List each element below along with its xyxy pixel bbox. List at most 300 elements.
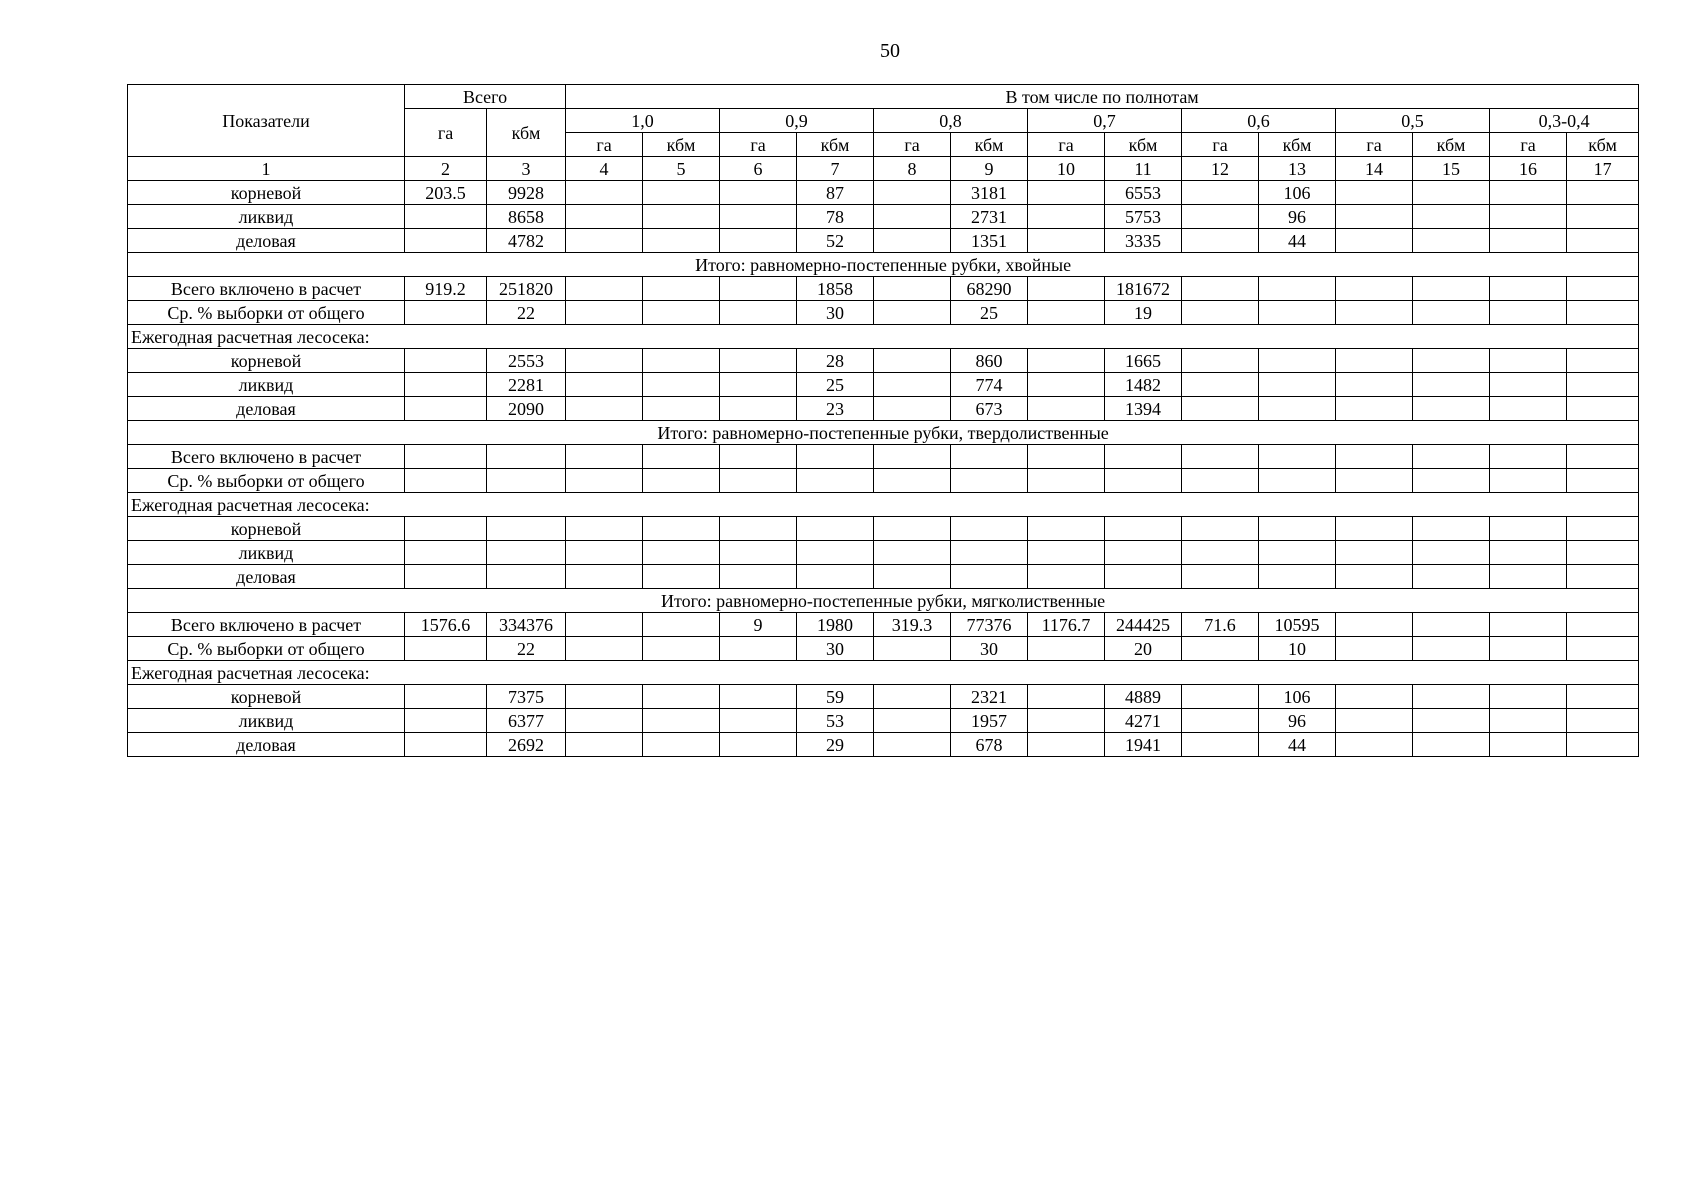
section-title: Итого: равномерно-постепенные рубки, хвойные xyxy=(128,253,1639,277)
table-cell xyxy=(1182,685,1259,709)
column-number: 10 xyxy=(1028,157,1105,181)
table-cell: 106 xyxy=(1259,181,1336,205)
table-cell xyxy=(1490,301,1567,325)
column-number: 1 xyxy=(128,157,405,181)
unit-ha-header: га xyxy=(566,133,643,157)
table-cell: 774 xyxy=(951,373,1028,397)
table-cell xyxy=(1182,229,1259,253)
table-row xyxy=(128,541,1639,565)
table-cell xyxy=(643,541,720,565)
table-cell xyxy=(720,709,797,733)
table-cell xyxy=(951,517,1028,541)
table-cell xyxy=(1567,637,1639,661)
table-cell: 2090 xyxy=(487,397,566,421)
table-cell xyxy=(566,277,643,301)
table-cell xyxy=(720,637,797,661)
table-cell: 78 xyxy=(797,205,874,229)
table-row xyxy=(128,181,1639,205)
table-cell xyxy=(1567,205,1639,229)
table-cell xyxy=(874,709,951,733)
table-cell xyxy=(874,445,951,469)
unit-m3-header: кбм xyxy=(1567,133,1639,157)
column-number: 8 xyxy=(874,157,951,181)
section-row xyxy=(128,253,1639,277)
table-cell xyxy=(405,349,487,373)
table-cell: 25 xyxy=(951,301,1028,325)
table-cell xyxy=(1413,613,1490,637)
table-cell xyxy=(1259,373,1336,397)
table-cell xyxy=(566,229,643,253)
table-cell xyxy=(405,445,487,469)
table-cell xyxy=(566,301,643,325)
table-cell: 6377 xyxy=(487,709,566,733)
table-header xyxy=(128,85,1639,181)
table-cell xyxy=(487,445,566,469)
table-cell xyxy=(1567,349,1639,373)
table-cell xyxy=(1182,205,1259,229)
table-cell: 10595 xyxy=(1259,613,1336,637)
table-cell xyxy=(643,349,720,373)
row-label: ликвид xyxy=(128,373,405,397)
table-cell xyxy=(643,733,720,757)
table-cell xyxy=(405,733,487,757)
table-cell xyxy=(566,445,643,469)
table-cell: 59 xyxy=(797,685,874,709)
table-cell xyxy=(720,301,797,325)
table-cell xyxy=(1182,565,1259,589)
table-cell xyxy=(1413,229,1490,253)
table-cell xyxy=(874,541,951,565)
table-cell: 1665 xyxy=(1105,349,1182,373)
table-cell: 678 xyxy=(951,733,1028,757)
table-cell: 244425 xyxy=(1105,613,1182,637)
table-cell: 44 xyxy=(1259,733,1336,757)
table-cell: 25 xyxy=(797,373,874,397)
table-cell xyxy=(1259,277,1336,301)
table-cell xyxy=(1413,277,1490,301)
table-cell xyxy=(405,637,487,661)
table-cell xyxy=(874,373,951,397)
table-cell xyxy=(1567,613,1639,637)
table-body xyxy=(128,181,1639,757)
table-cell xyxy=(1105,565,1182,589)
density-header: 0,5 xyxy=(1336,109,1490,133)
table-cell: 5753 xyxy=(1105,205,1182,229)
table-cell xyxy=(1490,469,1567,493)
table-cell xyxy=(720,685,797,709)
table-cell xyxy=(405,373,487,397)
table-cell: 1176.7 xyxy=(1028,613,1105,637)
table-cell xyxy=(1182,517,1259,541)
table-cell xyxy=(1336,541,1413,565)
table-cell xyxy=(1259,565,1336,589)
table-cell xyxy=(1413,205,1490,229)
table-cell xyxy=(643,397,720,421)
table-cell xyxy=(643,565,720,589)
table-cell xyxy=(1182,637,1259,661)
table-cell xyxy=(1336,517,1413,541)
table-cell xyxy=(1413,181,1490,205)
table-cell xyxy=(1259,517,1336,541)
table-cell xyxy=(720,205,797,229)
table-row xyxy=(128,733,1639,757)
column-number: 17 xyxy=(1567,157,1639,181)
table-cell xyxy=(1336,613,1413,637)
table-cell xyxy=(1413,349,1490,373)
table-cell xyxy=(643,301,720,325)
table-cell: 4782 xyxy=(487,229,566,253)
density-header: 0,6 xyxy=(1182,109,1336,133)
table-cell xyxy=(1336,277,1413,301)
table-cell xyxy=(643,445,720,469)
table-cell xyxy=(566,565,643,589)
table-row xyxy=(128,469,1639,493)
table-cell xyxy=(1336,349,1413,373)
table-cell xyxy=(1490,565,1567,589)
table-cell xyxy=(643,373,720,397)
table-row xyxy=(128,205,1639,229)
table-cell xyxy=(487,541,566,565)
column-number: 13 xyxy=(1259,157,1336,181)
table-cell xyxy=(1028,637,1105,661)
table-cell: 106 xyxy=(1259,685,1336,709)
table-cell: 203.5 xyxy=(405,181,487,205)
table-row xyxy=(128,685,1639,709)
table-cell xyxy=(1336,373,1413,397)
table-cell xyxy=(874,229,951,253)
column-number: 12 xyxy=(1182,157,1259,181)
table-cell xyxy=(1336,733,1413,757)
total-ha-header: га xyxy=(405,109,487,157)
table-cell: 1576.6 xyxy=(405,613,487,637)
table-cell xyxy=(720,733,797,757)
table-cell xyxy=(643,469,720,493)
table-cell xyxy=(566,709,643,733)
row-label: Ср. % выборки от общего xyxy=(128,301,405,325)
unit-m3-header: кбм xyxy=(1259,133,1336,157)
table-cell xyxy=(1567,733,1639,757)
table-row xyxy=(128,301,1639,325)
table-cell xyxy=(720,517,797,541)
table-cell xyxy=(1567,229,1639,253)
table-cell xyxy=(1336,445,1413,469)
table-cell: 87 xyxy=(797,181,874,205)
table-cell xyxy=(1182,733,1259,757)
unit-m3-header: кбм xyxy=(1413,133,1490,157)
table-cell: 3335 xyxy=(1105,229,1182,253)
table-cell: 2692 xyxy=(487,733,566,757)
table-cell xyxy=(1490,277,1567,301)
row-label: Всего включено в расчет xyxy=(128,445,405,469)
table-cell xyxy=(566,637,643,661)
table-cell xyxy=(1028,397,1105,421)
table-cell xyxy=(1336,229,1413,253)
table-cell xyxy=(1028,709,1105,733)
table-cell xyxy=(405,205,487,229)
column-number: 2 xyxy=(405,157,487,181)
table-cell xyxy=(1259,469,1336,493)
table-cell xyxy=(720,541,797,565)
section-row xyxy=(128,421,1639,445)
table-cell xyxy=(566,469,643,493)
row-label: деловая xyxy=(128,229,405,253)
table-cell xyxy=(1490,397,1567,421)
table-cell xyxy=(1028,373,1105,397)
table-cell xyxy=(1567,373,1639,397)
total-m3-header: кбм xyxy=(487,109,566,157)
table-row xyxy=(128,397,1639,421)
table-cell xyxy=(720,277,797,301)
table-cell xyxy=(797,565,874,589)
header-row-1 xyxy=(128,85,1639,109)
table-cell xyxy=(720,469,797,493)
table-cell xyxy=(643,517,720,541)
row-label: ликвид xyxy=(128,541,405,565)
table-cell xyxy=(1413,445,1490,469)
table-cell xyxy=(1413,301,1490,325)
table-cell: 29 xyxy=(797,733,874,757)
table-cell xyxy=(797,445,874,469)
table-cell xyxy=(643,229,720,253)
table-cell: 1980 xyxy=(797,613,874,637)
unit-ha-header: га xyxy=(874,133,951,157)
table-cell xyxy=(1413,733,1490,757)
table-cell xyxy=(1259,541,1336,565)
including-header: В том числе по полнотам xyxy=(566,85,1639,109)
table-cell xyxy=(1028,445,1105,469)
table-cell xyxy=(1182,277,1259,301)
table-cell xyxy=(1182,709,1259,733)
table-cell: 1858 xyxy=(797,277,874,301)
table-cell xyxy=(1413,685,1490,709)
table-cell xyxy=(720,397,797,421)
table-cell: 7375 xyxy=(487,685,566,709)
table-cell xyxy=(1490,613,1567,637)
column-number: 11 xyxy=(1105,157,1182,181)
table-cell: 19 xyxy=(1105,301,1182,325)
table-cell xyxy=(1105,469,1182,493)
table-cell xyxy=(643,277,720,301)
table-cell: 30 xyxy=(951,637,1028,661)
unit-m3-header: кбм xyxy=(951,133,1028,157)
table-cell xyxy=(1490,181,1567,205)
table-cell xyxy=(1259,445,1336,469)
table-cell: 22 xyxy=(487,637,566,661)
table-row xyxy=(128,229,1639,253)
table-cell: 6553 xyxy=(1105,181,1182,205)
table-cell: 2321 xyxy=(951,685,1028,709)
unit-ha-header: га xyxy=(1028,133,1105,157)
table-cell xyxy=(1182,541,1259,565)
table-cell xyxy=(1182,373,1259,397)
table-cell: 96 xyxy=(1259,205,1336,229)
table-cell xyxy=(1028,565,1105,589)
table-cell xyxy=(1336,205,1413,229)
section-row xyxy=(128,589,1639,613)
table-cell xyxy=(1336,709,1413,733)
row-label: корневой xyxy=(128,685,405,709)
table-cell xyxy=(874,517,951,541)
table-cell xyxy=(487,565,566,589)
table-cell xyxy=(566,181,643,205)
table-cell xyxy=(797,517,874,541)
subheading-row xyxy=(128,325,1639,349)
table-cell xyxy=(1490,445,1567,469)
table-row xyxy=(128,445,1639,469)
row-label: деловая xyxy=(128,397,405,421)
table-cell xyxy=(1182,469,1259,493)
column-number: 6 xyxy=(720,157,797,181)
subheading-row xyxy=(128,661,1639,685)
table-cell: 10 xyxy=(1259,637,1336,661)
table-cell xyxy=(1182,397,1259,421)
subheading-label: Ежегодная расчетная лесосека: xyxy=(128,493,1639,517)
table-cell: 77376 xyxy=(951,613,1028,637)
table-cell xyxy=(1105,445,1182,469)
table-cell: 68290 xyxy=(951,277,1028,301)
table-cell xyxy=(566,349,643,373)
table-cell xyxy=(566,541,643,565)
column-number: 7 xyxy=(797,157,874,181)
unit-ha-header: га xyxy=(720,133,797,157)
row-label: Ср. % выборки от общего xyxy=(128,469,405,493)
row-label: деловая xyxy=(128,733,405,757)
table-cell xyxy=(1413,397,1490,421)
table-cell xyxy=(1028,733,1105,757)
table-cell xyxy=(1028,349,1105,373)
table-row xyxy=(128,637,1639,661)
table-cell xyxy=(1413,709,1490,733)
table-cell xyxy=(874,685,951,709)
table-cell xyxy=(643,637,720,661)
table-cell: 30 xyxy=(797,637,874,661)
unit-ha-header: га xyxy=(1182,133,1259,157)
subheading-label: Ежегодная расчетная лесосека: xyxy=(128,325,1639,349)
density-header: 1,0 xyxy=(566,109,720,133)
table-cell xyxy=(720,565,797,589)
table-row xyxy=(128,709,1639,733)
table-cell: 96 xyxy=(1259,709,1336,733)
table-cell xyxy=(1490,229,1567,253)
unit-ha-header: га xyxy=(1336,133,1413,157)
table-cell: 1394 xyxy=(1105,397,1182,421)
table-cell xyxy=(1028,541,1105,565)
table-cell: 2281 xyxy=(487,373,566,397)
table-row xyxy=(128,373,1639,397)
table-cell: 8658 xyxy=(487,205,566,229)
table-cell: 251820 xyxy=(487,277,566,301)
table-cell xyxy=(1028,469,1105,493)
table-cell xyxy=(1413,517,1490,541)
table-cell: 2731 xyxy=(951,205,1028,229)
density-header: 0,9 xyxy=(720,109,874,133)
table-row xyxy=(128,349,1639,373)
table-cell xyxy=(566,733,643,757)
table-cell xyxy=(1413,541,1490,565)
table-cell xyxy=(1028,277,1105,301)
table-cell xyxy=(1567,397,1639,421)
table-cell xyxy=(1028,205,1105,229)
table-cell: 53 xyxy=(797,709,874,733)
table-cell: 181672 xyxy=(1105,277,1182,301)
table-row xyxy=(128,277,1639,301)
row-label: ликвид xyxy=(128,205,405,229)
table-cell xyxy=(874,349,951,373)
column-number: 9 xyxy=(951,157,1028,181)
table-cell xyxy=(1336,181,1413,205)
table-cell xyxy=(1182,301,1259,325)
table-cell xyxy=(405,709,487,733)
table-cell xyxy=(1490,541,1567,565)
page-number: 50 xyxy=(880,40,900,62)
table-cell: 44 xyxy=(1259,229,1336,253)
unit-m3-header: кбм xyxy=(797,133,874,157)
row-label: Ср. % выборки от общего xyxy=(128,637,405,661)
row-label: корневой xyxy=(128,349,405,373)
table-cell xyxy=(720,349,797,373)
table-cell xyxy=(720,181,797,205)
table-cell xyxy=(566,685,643,709)
table-cell xyxy=(1413,469,1490,493)
table-cell: 1941 xyxy=(1105,733,1182,757)
density-header: 0,7 xyxy=(1028,109,1182,133)
row-label: ликвид xyxy=(128,709,405,733)
column-number: 15 xyxy=(1413,157,1490,181)
table-cell: 3181 xyxy=(951,181,1028,205)
table-cell xyxy=(720,445,797,469)
table-cell: 22 xyxy=(487,301,566,325)
table-cell xyxy=(1336,565,1413,589)
table-cell: 28 xyxy=(797,349,874,373)
table-cell xyxy=(1182,181,1259,205)
column-number-row xyxy=(128,157,1639,181)
section-title: Итого: равномерно-постепенные рубки, твердолиственные xyxy=(128,421,1639,445)
table-cell: 1351 xyxy=(951,229,1028,253)
table-cell xyxy=(1336,685,1413,709)
table-cell xyxy=(405,301,487,325)
table-cell xyxy=(1567,301,1639,325)
table-cell: 20 xyxy=(1105,637,1182,661)
table-cell xyxy=(1182,445,1259,469)
table-cell xyxy=(1336,637,1413,661)
table-cell xyxy=(405,685,487,709)
table-cell xyxy=(1028,181,1105,205)
table-cell xyxy=(1490,373,1567,397)
table-cell xyxy=(1567,469,1639,493)
unit-ha-header: га xyxy=(1490,133,1567,157)
row-label: Всего включено в расчет xyxy=(128,613,405,637)
table-cell: 673 xyxy=(951,397,1028,421)
row-label: корневой xyxy=(128,181,405,205)
table-cell xyxy=(951,541,1028,565)
table-cell xyxy=(566,517,643,541)
table-cell xyxy=(720,373,797,397)
table-cell xyxy=(1490,685,1567,709)
table-cell: 9 xyxy=(720,613,797,637)
subheading-row xyxy=(128,493,1639,517)
table-cell xyxy=(1490,733,1567,757)
table-cell xyxy=(874,301,951,325)
table-cell xyxy=(643,181,720,205)
table-cell: 4271 xyxy=(1105,709,1182,733)
table-cell: 23 xyxy=(797,397,874,421)
column-number: 16 xyxy=(1490,157,1567,181)
column-number: 3 xyxy=(487,157,566,181)
density-header: 0,3-0,4 xyxy=(1490,109,1639,133)
row-label: корневой xyxy=(128,517,405,541)
table-cell xyxy=(1028,517,1105,541)
table-cell xyxy=(566,397,643,421)
